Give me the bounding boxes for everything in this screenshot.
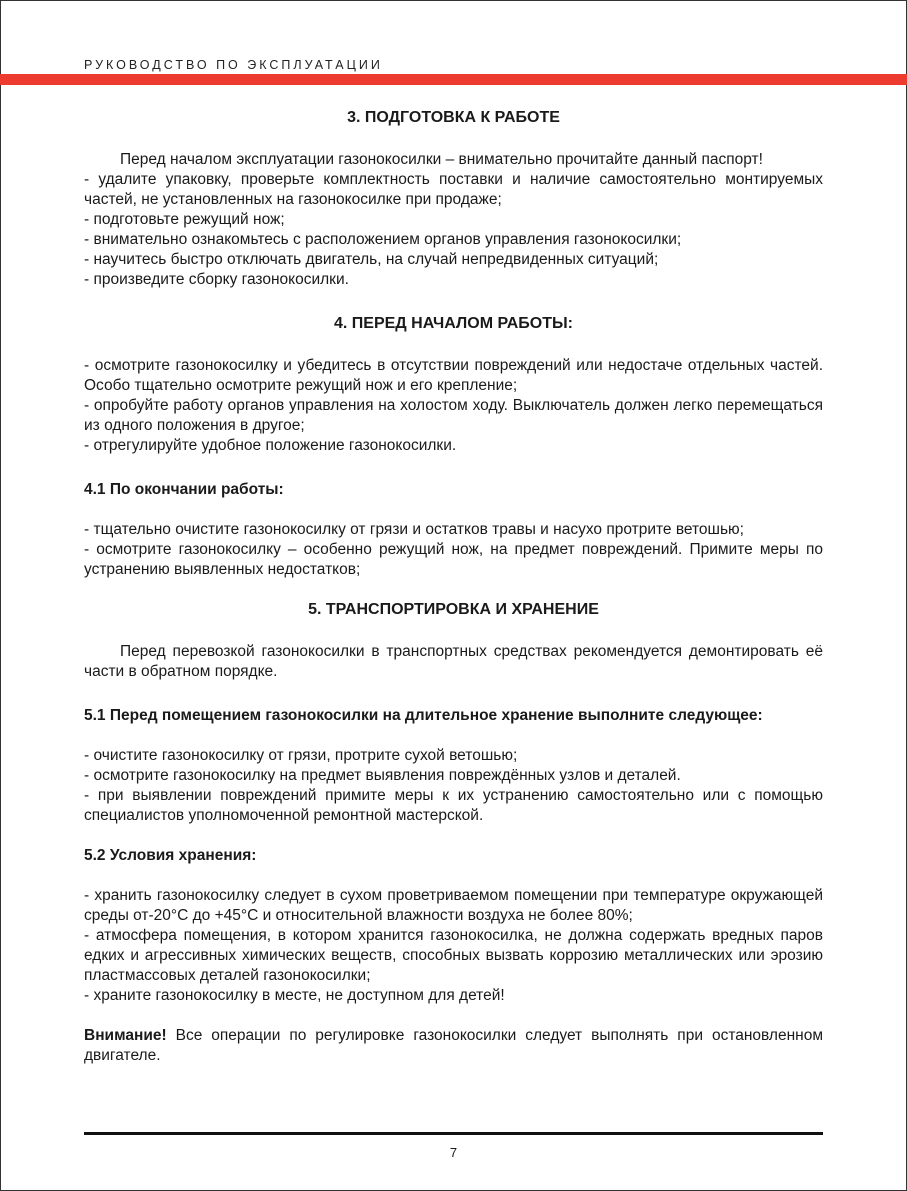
warning-note xyxy=(84,1026,823,1066)
list-item: - подготовьте режущий нож; xyxy=(84,211,285,228)
section-5-1-body xyxy=(84,746,823,826)
section-3-intro: Перед началом эксплуатации газонокосилки – внимательно прочитайте данный паспорт! xyxy=(120,151,763,168)
list-item: - удалите упаковку, проверьте комплектность поставки и наличие самостоятельно монтируемых частей, не установленных на газонокосилке при продаже; xyxy=(84,171,823,208)
list-item: - научитесь быстро отключать двигатель, на случай непредвиденных ситуаций; xyxy=(84,251,659,268)
section-4-1-body xyxy=(84,520,823,580)
running-header: РУКОВОДСТВО ПО ЭКСПЛУАТАЦИИ xyxy=(84,58,383,72)
section-5-title: 5. ТРАНСПОРТИРОВКА И ХРАНЕНИЕ xyxy=(308,601,599,618)
warning-text: Все операции по регулировке газонокосилки следует выполнять при остановленном двигателе. xyxy=(84,1027,823,1064)
section-5-body xyxy=(84,642,823,682)
list-item: - храните газонокосилку в месте, не доступном для детей! xyxy=(84,987,505,1004)
warning-label: Внимание! xyxy=(84,1027,167,1044)
list-item: - хранить газонокосилку следует в сухом проветриваемом помещении при температуре окружающей среды от-20°С до +45°С и относительной влажности воздуха не более 80%; xyxy=(84,887,823,924)
section-3-body xyxy=(84,150,823,290)
list-item: - произведите сборку газонокосилки. xyxy=(84,271,349,288)
list-item: - осмотрите газонокосилку – особенно режущий нож, на предмет повреждений. Примите меры по устранению выявленных недостатков; xyxy=(84,541,823,578)
section-5-1-title: 5.1 Перед помещением газонокосилки на длительное хранение выполните следующее: xyxy=(84,707,763,724)
page-number: 7 xyxy=(449,1145,458,1160)
page-content xyxy=(84,108,823,1066)
list-item: - осмотрите газонокосилку и убедитесь в отсутствии повреждений или недостаче отдельных частей. Особо тщательно осмотрите режущий нож и его крепление; xyxy=(84,357,823,394)
section-4-title: 4. ПЕРЕД НАЧАЛОМ РАБОТЫ: xyxy=(333,315,573,332)
list-item: - тщательно очистите газонокосилку от грязи и остатков травы и насухо протрите ветошью; xyxy=(84,521,744,538)
list-item: - внимательно ознакомьтесь с расположением органов управления газонокосилки; xyxy=(84,231,682,248)
footer-rule xyxy=(84,1132,823,1135)
section-5-2-body xyxy=(84,886,823,1006)
section-5-2-title: 5.2 Условия хранения: xyxy=(84,847,257,864)
list-item: - при выявлении повреждений примите меры к их устранению самостоятельно или с помощью специалистов уполномоченной ремонтной мастерской. xyxy=(84,787,823,824)
section-3-title: 3. ПОДГОТОВКА К РАБОТЕ xyxy=(347,109,560,126)
header-accent-bar xyxy=(0,74,907,85)
section-5-intro: Перед перевозкой газонокосилки в транспортных средствах рекомендуется демонтировать её части в обратном порядке. xyxy=(84,643,823,680)
list-item: - отрегулируйте удобное положение газонокосилки. xyxy=(84,437,457,454)
list-item: - очистите газонокосилку от грязи, протрите сухой ветошью; xyxy=(84,747,518,764)
list-item: - атмосфера помещения, в котором хранится газонокосилка, не должна содержать вредных паров едких и агрессивных химических веществ, способных вызвать коррозию металлических или эрозию пластмассовых деталей газонокосилки; xyxy=(84,927,823,984)
list-item: - осмотрите газонокосилку на предмет выявления повреждённых узлов и деталей. xyxy=(84,767,681,784)
section-4-body xyxy=(84,356,823,456)
section-4-1-title: 4.1 По окончании работы: xyxy=(84,481,284,498)
list-item: - опробуйте работу органов управления на холостом ходу. Выключатель должен легко перемещаться из одного положения в другое; xyxy=(84,397,823,434)
